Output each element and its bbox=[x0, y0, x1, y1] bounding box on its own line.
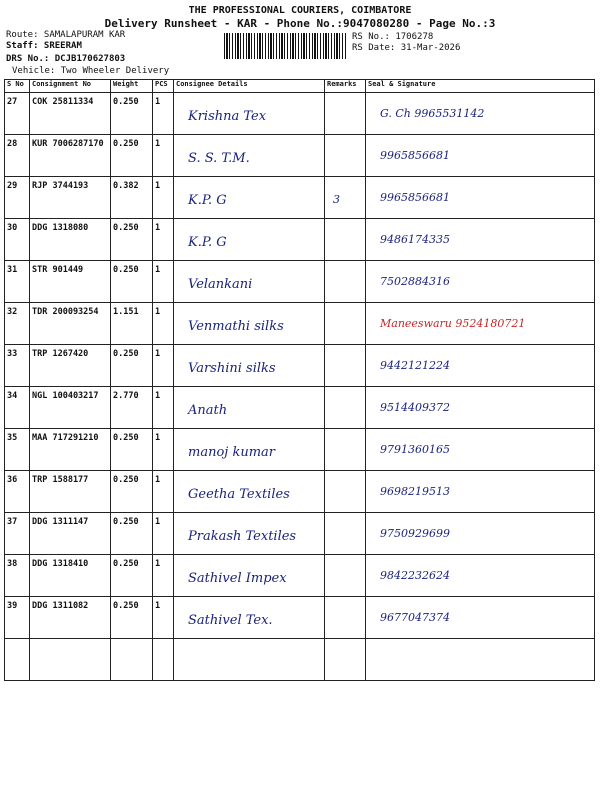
table-row bbox=[5, 177, 595, 219]
pcs-cell: 1 bbox=[155, 265, 161, 275]
table-row bbox=[5, 597, 595, 639]
runsheet-table bbox=[4, 79, 595, 681]
signature-cell: 9442121224 bbox=[380, 359, 450, 372]
consignee-cell: S. S. T.M. bbox=[188, 151, 250, 166]
rs-number: RS No.: 1706278 bbox=[352, 32, 434, 42]
consignee-cell: Sathivel Impex bbox=[188, 571, 287, 586]
remarks-cell bbox=[325, 261, 365, 277]
consignment-cell: NGL 100403217 bbox=[32, 391, 99, 401]
weight-cell: 0.382 bbox=[113, 181, 139, 191]
remarks-cell bbox=[325, 555, 365, 571]
consignee-cell: Velankani bbox=[188, 277, 253, 292]
remarks-cell bbox=[325, 429, 365, 445]
consignee-cell: manoj kumar bbox=[188, 445, 275, 460]
consignment-cell: COK 25811334 bbox=[32, 97, 94, 107]
weight-cell: 0.250 bbox=[113, 97, 139, 107]
pcs-cell: 1 bbox=[155, 475, 161, 485]
signature-cell: Maneeswaru 9524180721 bbox=[380, 317, 526, 330]
sno-cell: 36 bbox=[7, 475, 18, 485]
pcs-cell: 1 bbox=[155, 601, 161, 611]
weight-cell: 0.250 bbox=[113, 517, 139, 527]
signature-cell: 7502884316 bbox=[380, 275, 450, 288]
remarks-cell: 3 bbox=[333, 193, 340, 206]
barcode bbox=[224, 33, 346, 59]
weight-cell: 0.250 bbox=[113, 601, 139, 611]
pcs-cell: 1 bbox=[155, 181, 161, 191]
consignment-cell: STR 901449 bbox=[32, 265, 84, 275]
table-row-empty bbox=[5, 639, 595, 681]
consignment-cell: MAA 717291210 bbox=[32, 433, 99, 443]
remarks-cell bbox=[325, 597, 365, 613]
table-row bbox=[5, 93, 595, 135]
consignee-cell: Sathivel Tex. bbox=[188, 613, 273, 628]
pcs-cell: 1 bbox=[155, 223, 161, 233]
weight-cell: 1.151 bbox=[113, 307, 139, 317]
vehicle-label: Vehicle: Two Wheeler Delivery bbox=[12, 66, 170, 76]
sno-cell: 28 bbox=[7, 139, 18, 149]
consignment-cell: TDR 200093254 bbox=[32, 307, 99, 317]
drs-label: DRS No.: DCJB170627803 bbox=[6, 54, 126, 64]
table-row bbox=[5, 555, 595, 597]
remarks-cell bbox=[325, 387, 365, 403]
rs-date: RS Date: 31-Mar-2026 bbox=[352, 43, 461, 53]
remarks-cell bbox=[325, 513, 365, 529]
table-row bbox=[5, 261, 595, 303]
signature-cell: 9677047374 bbox=[380, 611, 450, 624]
table-row bbox=[5, 135, 595, 177]
weight-cell: 0.250 bbox=[113, 349, 139, 359]
consignment-cell: DDG 1311147 bbox=[32, 517, 89, 527]
signature-cell: 9965856681 bbox=[380, 191, 450, 204]
remarks-cell bbox=[325, 219, 365, 235]
col-sno: S No bbox=[5, 80, 30, 93]
consignee-cell: Prakash Textiles bbox=[188, 529, 297, 544]
remarks-cell bbox=[325, 303, 365, 319]
consignment-cell: DDG 1318080 bbox=[32, 223, 89, 233]
pcs-cell: 1 bbox=[155, 517, 161, 527]
signature-cell: 9698219513 bbox=[380, 485, 450, 498]
signature-cell: G. Ch 9965531142 bbox=[380, 107, 485, 120]
route-label: Route: SAMALAPURAM KAR bbox=[6, 30, 126, 40]
sheet-subtitle: Delivery Runsheet - KAR - Phone No.:9047080280 - Page No.:3 bbox=[104, 17, 496, 30]
weight-cell: 0.250 bbox=[113, 475, 139, 485]
sno-cell: 37 bbox=[7, 517, 18, 527]
weight-cell: 0.250 bbox=[113, 433, 139, 443]
pcs-cell: 1 bbox=[155, 349, 161, 359]
sno-cell: 39 bbox=[7, 601, 18, 611]
table-header-row bbox=[5, 80, 595, 93]
remarks-cell bbox=[325, 135, 365, 151]
consignee-cell: Geetha Textiles bbox=[188, 487, 290, 502]
weight-cell: 0.250 bbox=[113, 223, 139, 233]
sno-cell: 32 bbox=[7, 307, 18, 317]
pcs-cell: 1 bbox=[155, 559, 161, 569]
signature-cell: 9514409372 bbox=[380, 401, 450, 414]
weight-cell: 0.250 bbox=[113, 559, 139, 569]
consignment-cell: TRP 1267420 bbox=[32, 349, 89, 359]
remarks-cell bbox=[325, 345, 365, 361]
sno-cell: 29 bbox=[7, 181, 18, 191]
consignee-cell: Venmathi silks bbox=[188, 319, 284, 334]
col-pcs: PCS bbox=[153, 80, 174, 93]
table-row bbox=[5, 513, 595, 555]
col-seal: Seal & Signature bbox=[366, 80, 595, 93]
table-row bbox=[5, 471, 595, 513]
sno-cell: 27 bbox=[7, 97, 18, 107]
table-row bbox=[5, 219, 595, 261]
weight-cell: 2.770 bbox=[113, 391, 139, 401]
signature-cell: 9750929699 bbox=[380, 527, 450, 540]
col-consignment: Consignment No bbox=[30, 80, 111, 93]
col-consignee: Consignee Details bbox=[174, 80, 325, 93]
signature-cell: 9842232624 bbox=[380, 569, 450, 582]
sno-cell: 30 bbox=[7, 223, 18, 233]
sno-cell: 34 bbox=[7, 391, 18, 401]
consignment-cell: KUR 7006287170 bbox=[32, 139, 104, 149]
remarks-cell bbox=[325, 471, 365, 487]
sheet-title: THE PROFESSIONAL COURIERS, COIMBATORE bbox=[188, 5, 412, 16]
table-row bbox=[5, 387, 595, 429]
pcs-cell: 1 bbox=[155, 391, 161, 401]
col-weight: Weight bbox=[111, 80, 153, 93]
signature-cell: 9791360165 bbox=[380, 443, 450, 456]
consignee-cell: K.P. G bbox=[188, 193, 227, 208]
consignment-cell: TRP 1588177 bbox=[32, 475, 89, 485]
consignee-cell: Krishna Tex bbox=[188, 109, 267, 124]
consignee-cell: K.P. G bbox=[188, 235, 227, 250]
sno-cell: 31 bbox=[7, 265, 18, 275]
sno-cell: 33 bbox=[7, 349, 18, 359]
signature-cell: 9965856681 bbox=[380, 149, 450, 162]
table-row bbox=[5, 345, 595, 387]
signature-cell: 9486174335 bbox=[380, 233, 450, 246]
consignee-cell: Anath bbox=[188, 403, 228, 418]
consignment-cell: RJP 3744193 bbox=[32, 181, 89, 191]
pcs-cell: 1 bbox=[155, 307, 161, 317]
consignment-cell: DDG 1318410 bbox=[32, 559, 89, 569]
sno-cell: 38 bbox=[7, 559, 18, 569]
col-remarks: Remarks bbox=[325, 80, 366, 93]
weight-cell: 0.250 bbox=[113, 139, 139, 149]
pcs-cell: 1 bbox=[155, 433, 161, 443]
table-row bbox=[5, 429, 595, 471]
pcs-cell: 1 bbox=[155, 97, 161, 107]
pcs-cell: 1 bbox=[155, 139, 161, 149]
remarks-cell bbox=[325, 93, 365, 109]
weight-cell: 0.250 bbox=[113, 265, 139, 275]
table-row bbox=[5, 303, 595, 345]
sno-cell: 35 bbox=[7, 433, 18, 443]
staff-label: Staff: SREERAM bbox=[6, 41, 82, 51]
consignee-cell: Varshini silks bbox=[188, 361, 276, 376]
consignment-cell: DDG 1311082 bbox=[32, 601, 89, 611]
